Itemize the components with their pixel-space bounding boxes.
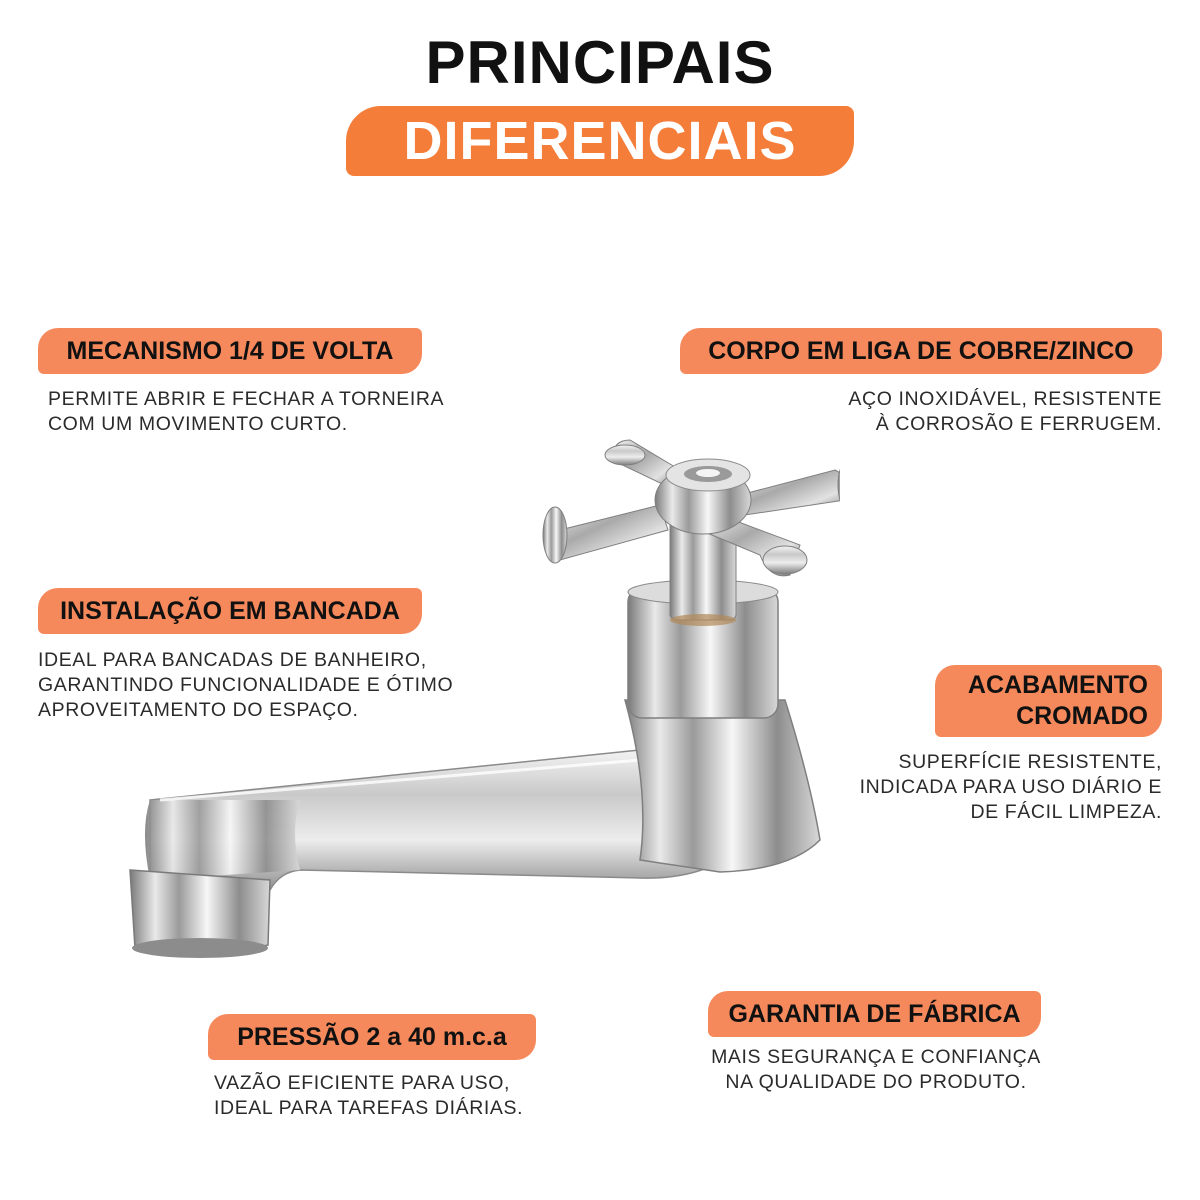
desc-line: VAZÃO EFICIENTE PARA USO, [214, 1072, 510, 1094]
desc-line: À CORROSÃO E FERRUGEM. [875, 413, 1162, 435]
desc-line: SUPERFÍCIE RESISTENTE, [898, 751, 1162, 773]
tag-line: CROMADO [1016, 702, 1148, 730]
desc-line: COM UM MOVIMENTO CURTO. [48, 413, 348, 435]
desc-line: GARANTINDO FUNCIONALIDADE E ÓTIMO [38, 674, 454, 696]
feature-tag-acabamento [935, 665, 1162, 737]
feature-tag-mecanismo: MECANISMO 1/4 DE VOLTA [38, 328, 422, 374]
feature-tag-garantia: GARANTIA DE FÁBRICA [708, 991, 1041, 1037]
desc-line: AÇO INOXIDÁVEL, RESISTENTE [848, 388, 1162, 410]
feature-tag-instalacao: INSTALAÇÃO EM BANCADA [38, 588, 422, 634]
feature-desc-acabamento [860, 750, 1162, 825]
feature-tag-corpo: CORPO EM LIGA DE COBRE/ZINCO [680, 328, 1162, 374]
desc-line: PERMITE ABRIR E FECHAR A TORNEIRA [48, 388, 445, 410]
desc-line: NA QUALIDADE DO PRODUTO. [725, 1071, 1027, 1093]
page-title: PRINCIPAIS [425, 29, 775, 96]
subtitle-pill: DIFERENCIAIS [346, 106, 854, 176]
feature-desc-corpo [848, 387, 1162, 437]
desc-line: INDICADA PARA USO DIÁRIO E [859, 776, 1162, 798]
desc-line: IDEAL PARA BANCADAS DE BANHEIRO, [38, 649, 427, 671]
desc-line: APROVEITAMENTO DO ESPAÇO. [38, 699, 359, 721]
faucet-image [120, 420, 840, 980]
feature-desc-garantia [702, 1045, 1050, 1095]
feature-tag-pressao: PRESSÃO 2 a 40 m.c.a [208, 1014, 536, 1060]
desc-line: IDEAL PARA TAREFAS DIÁRIAS. [214, 1097, 524, 1119]
desc-line: MAIS SEGURANÇA E CONFIANÇA [711, 1046, 1041, 1068]
desc-line: DE FÁCIL LIMPEZA. [970, 801, 1162, 823]
feature-desc-pressao [214, 1071, 523, 1121]
tag-line: ACABAMENTO [967, 671, 1148, 699]
